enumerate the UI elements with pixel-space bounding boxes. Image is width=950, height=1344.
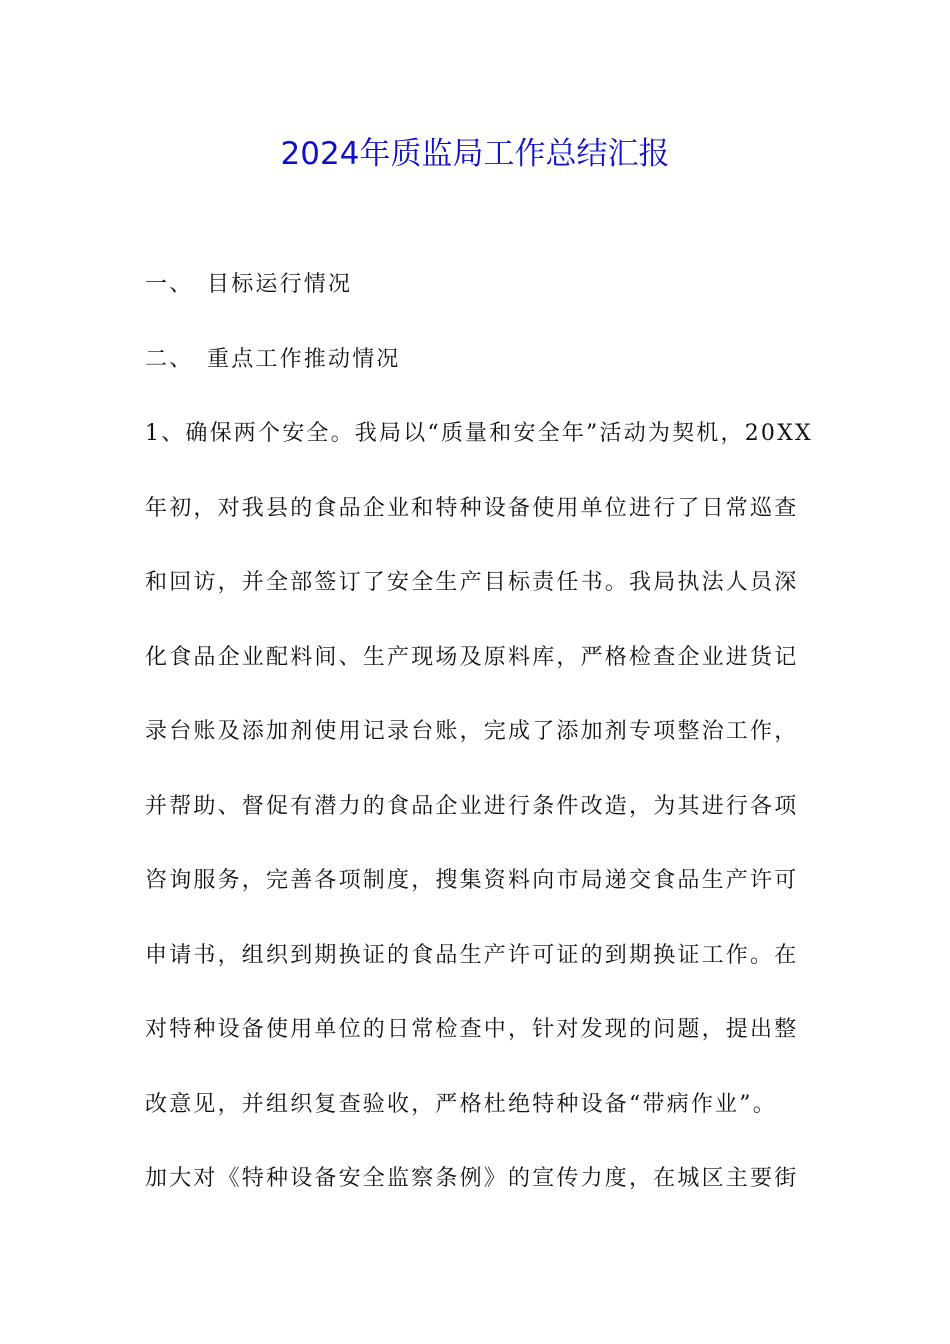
paragraph-line: 和回访，并全部签订了安全生产目标责任书。我局执法人员深: [145, 570, 799, 595]
paragraph-line: 对特种设备使用单位的日常检查中，针对发现的问题，提出整: [145, 1017, 799, 1042]
section-heading-number: 二、: [145, 346, 194, 372]
section-heading-text: 重点工作推动情况: [207, 346, 401, 372]
paragraph-line: 1、确保两个安全。我局以“质量和安全年”活动为契机，20XX: [145, 421, 813, 446]
document-title: 2024年质监局工作总结汇报: [280, 136, 670, 172]
paragraph-line: 年初，对我县的食品企业和特种设备使用单位进行了日常巡查: [145, 495, 799, 521]
section-heading-number: 一、: [145, 272, 194, 297]
document-body: [145, 248, 813, 1217]
section-heading: [145, 248, 810, 323]
paragraph-line: 加大对《特种设备安全监察条例》的宣传力度，在城区主要街: [145, 1166, 799, 1191]
paragraph-line: 咨询服务，完善各项制度，搜集资料向市局递交食品生产许可: [145, 868, 799, 893]
section-heading-text: 目标运行情况: [207, 272, 353, 297]
paragraph-line: 化食品企业配料间、生产现场及原料库，严格检查企业进货记: [145, 644, 799, 670]
paragraph-line: 改意见，并组织复查验收，严格杜绝特种设备“带病作业”。: [145, 1091, 777, 1117]
paragraph-line: 录台账及添加剂使用记录台账，完成了添加剂专项整治工作，: [145, 719, 799, 744]
paragraph-line: 申请书，组织到期换证的食品生产许可证的到期换证工作。在: [145, 942, 799, 968]
section-heading: [145, 323, 810, 398]
paragraph-line: 并帮助、督促有潜力的食品企业进行条件改造，为其进行各项: [145, 793, 799, 819]
